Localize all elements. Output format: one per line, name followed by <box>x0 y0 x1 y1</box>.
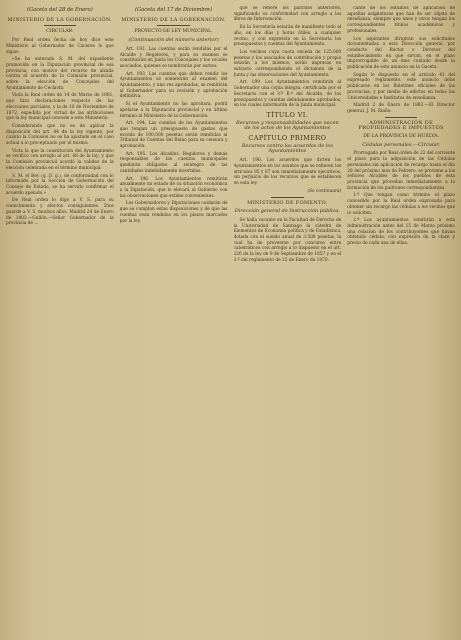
columns <box>6 6 455 636</box>
paragraph: Prorrogado por Real orden de 22 del corriente el plazo para la adquisición de las Cédulas personales sin aplicación de recargo hasta el día 28 del próximo mes de Febrero, se previene a los señores Alcaldes de los pueblos de esta provincia que procedan inmediatamente a la formación de los padrones correspondientes. <box>347 151 455 191</box>
paragraph: Por Real orden fecha de hoy dice este Ministerio al Gobernador de Cáceres lo que sigue: <box>6 38 114 55</box>
divider <box>271 197 303 198</box>
paragraph: «Se ha enterado S. M. del expediente promovido en la Diputación provincial de esa provincia, con motivo del recurso de alzada contra el acuerdo de la Comisión provincial, sobre la elección de Concejales del Ayuntamiento de Ceclavín. <box>6 57 114 91</box>
paragraph: De Real orden lo digo a V. S. para su conocimiento y efectos consiguientes. Dios guarde a V. S. muchos años. Madrid 24 de Enero de 1883.—Gullón.—Señor Gobernador de la provincia de ... <box>6 198 114 227</box>
paragraph: Los Gobernadores y Diputaciones cuidarán de que se cumplan estas disposiciones y de que las cuentas sean rendidas en los plazos marcados por la ley. <box>119 201 228 224</box>
divider <box>385 117 417 118</box>
paragraph: Según lo dispuesto en el artículo 41 del expresado reglamento, este anuncio debe publicarse en los Boletines oficiales de las provincias, y por medio de edictos en todas las Universidades e Institutos de enseñanza. <box>347 72 455 101</box>
ministry-heading: MINISTERIO DE FOMENTO. <box>247 200 328 207</box>
administration-province: DE LA PROVINCIA DE HUELVA. <box>363 134 440 140</box>
title-subheading: Recursos y responsabilidades que nacen de los actos de los Ayuntamientos <box>235 119 339 132</box>
ministry-heading: MINISTERIO DE LA GOBERNACIÓN. <box>7 16 113 23</box>
paragraph: 1.º Que tengan como término el plazo concedido por la Real orden expresada para obtener sin recargo las cédulas a los vecinos que lo soliciten. <box>347 193 455 216</box>
column-4 <box>347 6 455 636</box>
paragraph: Art. 199. Los Ayuntamientos remitirán al Gobernador una copia íntegra, certificada por el Secretario con el V.º B.º del Alcalde, de los presupuestos y cuentas debidamente aprobados, en los cuales informarán de la Junta municipal. <box>233 80 342 109</box>
chapter-heading: CAPÍTULO PRIMERO <box>248 134 327 143</box>
paragraph: cante de los estudios de aplicación de aquellas asignaturas que han de ser objeto de enseñanza, siempre que unos y otros tengan los correspondientes títulos académicos y profesionales. <box>347 6 455 34</box>
paragraph: Los vecinos cuya cuota exceda de 125.000 pesetas y los asociados de contribución y propio estarán a los mismos, serán impresas en extracto correspondiendo el dictamen de la Junta y las observaciones del Ayuntamiento. <box>233 49 342 78</box>
circular-heading: Cédulas personales.—Circular. <box>362 141 441 148</box>
chapter-subheading: Recursos contra los acuerdos de los Ayuntamientos <box>241 142 334 155</box>
paragraph: Art. 195. Los Alcaldes, Regidores y demás responsables de las cuentas municipales quedarán obligados al reintegro de las cantidades indebidamente invertidas. <box>119 151 228 174</box>
paragraph: 2.º Los ayuntamientos remitirán a esta Administración antes del 15 de Marzo próximo una relación de los contribuyentes que hayan obtenido cédula, con expresión de la clase y precio de cada una de ellas. <box>347 218 455 247</box>
paragraph: S. M. el Rey (q. D. g.), de conformidad con lo informado por la Sección de Gobernación del Consejo de Estado, se ha servido confirmar el acuerdo apelado.» <box>6 173 114 196</box>
paragraph: Art. 196. Los acuerdos que dicten los Ayuntamientos en los asuntos que se refieren los artículos 85 y 87 son inmediatamente ejecutivos, sin perjuicio de los recursos que se establecen en esta ley. <box>233 158 342 186</box>
paragraph: Madrid 2 de Enero de 1883.—El Director general, J. M. Riaño. <box>347 103 455 114</box>
column-header: (Gaceta del 17 de Diciembre) <box>134 7 213 13</box>
paragraph: que se refiere los párrafos anteriores, significando su conformidad con arreglo a los libros de Intervención. <box>233 6 342 23</box>
paragraph: Art. 196. Los Ayuntamientos remitirán anualmente un estado de su situación económica a la Diputación, que lo elevará al Gobierno con las observaciones que estime convenientes. <box>119 176 228 199</box>
continuation-note: (Se continuará) <box>307 188 342 194</box>
paragraph: Art. 192. Las cuentas serán rendidas por el Alcalde y Regidores, y para su examen se constituirán en Junta los Concejales y los vocales asociados, quienes se nombrarán por sorteo. <box>119 46 228 69</box>
paragraph: Art. 194. Las cuentas de los Ayuntamientos que tengan un presupuesto de gastos que exceda de 100.000 pesetas serán remitidas al Tribunal de Cuentas del Reino para su censura y aprobación. <box>119 121 228 150</box>
administration-heading: ADMINISTRACIÓN DE PROPIEDADES E IMPUESTOS <box>358 119 444 132</box>
continuation-note: (Continuación del número anterior) <box>128 37 219 44</box>
paragraph: Vista la Real orden de 14 de Marzo de 1881, que hizo declaraciones respecto de las elecciones parciales, y la de 16 de Noviembre de 1872, expedida por virtud de las atribuciones que la ley municipal concede a este Ministerio: <box>6 93 114 122</box>
column-3 <box>234 6 342 636</box>
paragraph: Los aspirantes dirigirán sus solicitudes documentadas a esta Dirección general, por conducto del Rector o Director del establecimiento en que sirvan, en el plazo improrrogable de un mes contado desde la publicación de este anuncio en la Gaceta. <box>347 36 455 71</box>
paragraph: Se halla vacante en la Facultad de Derecho de la Universidad de Santiago la cátedra de Elementos de Economía política y de Estadística, dotada con el sueldo anual de 3.500 pesetas, la cual ha de proveerse por concurso entre catedráticos con arreglo a lo dispuesto en el art. 226 de la ley de 9 de Septiembre de 1857 y en el 3.º del reglamento de 15 de Enero de 1870. <box>233 217 342 263</box>
paragraph: Si el Ayuntamiento no las aprobara, podrá apelarse a la Diputación provincial y en último término al Ministerio de la Gobernación. <box>119 102 228 119</box>
divider <box>44 25 76 26</box>
divider <box>157 25 189 26</box>
paragraph: Considerando que no es de aplicar la disposición del art. 44 de la ley vigente, por cuanto la Comisión no se ha ajustado en el caso actual a lo preceptuado por el mismo: <box>6 123 114 147</box>
section-subheading: PROYECTO DE LEY MUNICIPAL. <box>134 29 213 35</box>
title-heading: TÍTULO VI. <box>266 110 309 119</box>
directorate-heading: Dirección general de Instrucción pública. <box>234 208 340 215</box>
paragraph: En la Secretaría estarán de manifiesto todo el año, en los días y horas útiles, a cualquier vecino, y con expresión en la Secretaría los presupuestos y cuentas del Ayuntamiento. <box>233 25 342 48</box>
paragraph: Art. 193. Las cuentas que deben rendir los Ayuntamientos se someterán al examen del Ayuntamiento, y una vez aprobadas, se remitirán al Gobernador para su revisión y aprobación definitiva. <box>119 71 228 100</box>
column-2 <box>120 6 228 636</box>
paragraph: Vista la que la constitución del Ayuntamiento se verificó con arreglo al art. 48 de la ley; y que la Comisión provincial acordó la validez de la elección celebrada en el término municipal: <box>6 148 114 171</box>
column-header: (Gaceta del 28 de Enero) <box>26 7 93 13</box>
section-subheading: CIRCULAR. <box>46 29 74 35</box>
ministry-heading: MINISTERIO DE LA GOBERNACIÓN. <box>121 16 226 23</box>
column-1 <box>6 6 114 636</box>
